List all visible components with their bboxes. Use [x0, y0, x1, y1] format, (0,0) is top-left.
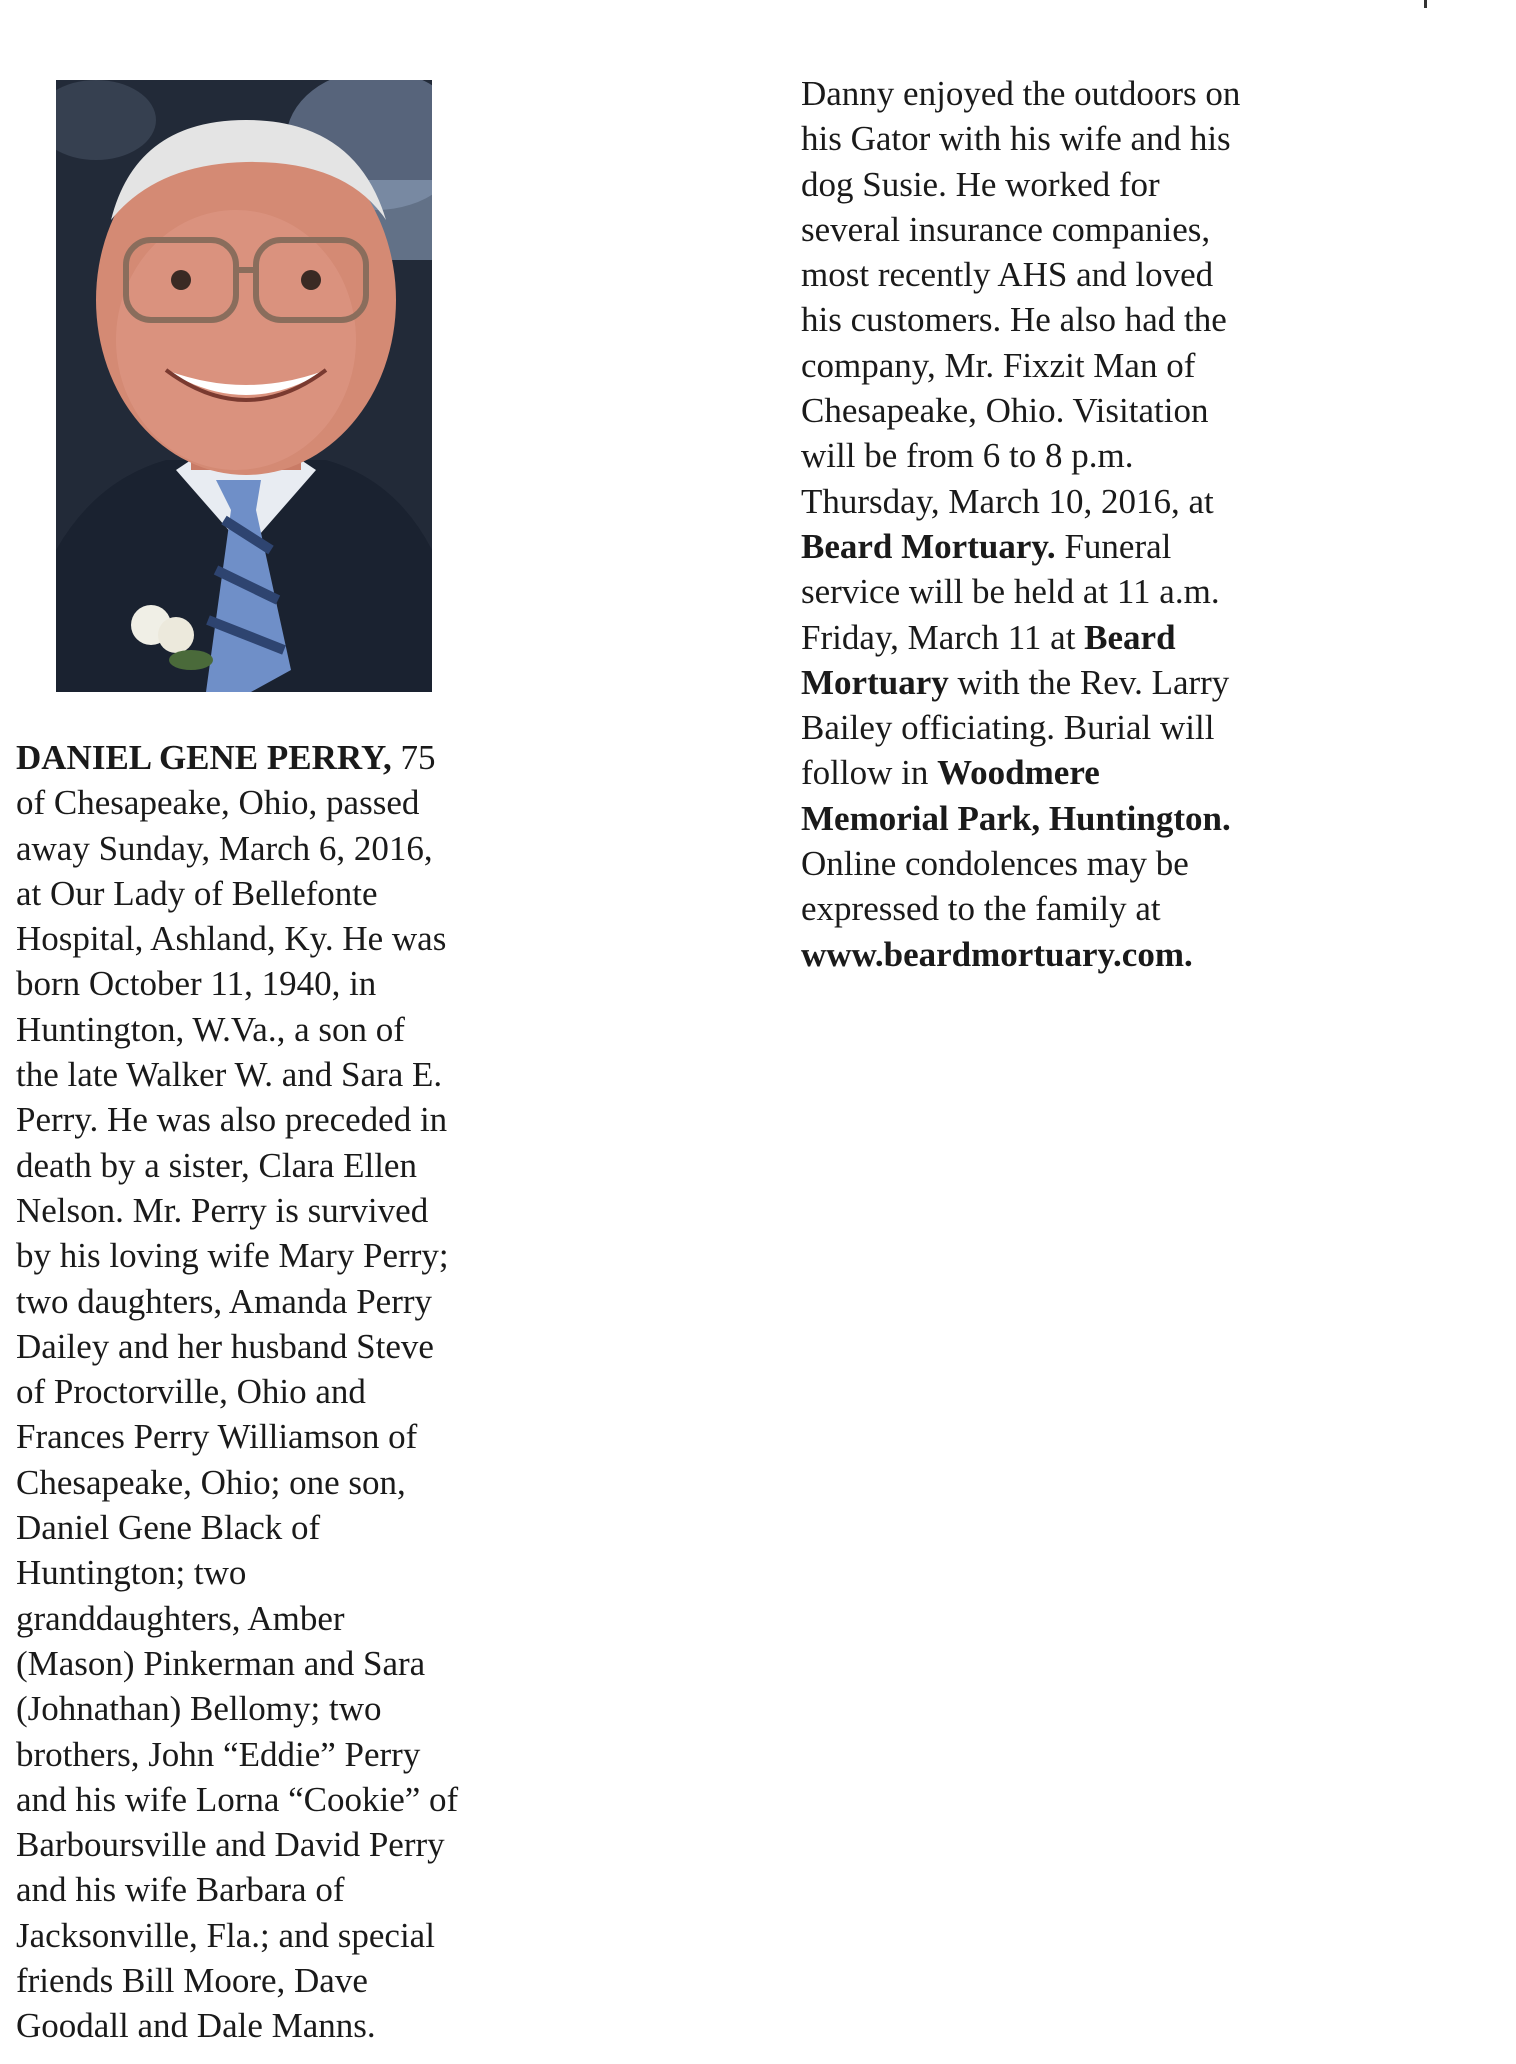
portrait-photo-icon	[56, 80, 432, 692]
obituary-line: Chesapeake, Ohio; one son,	[16, 1462, 406, 1502]
obituary-line: and his wife Lorna “Cookie” of	[16, 1779, 459, 1819]
obituary-line: (Mason) Pinkerman and Sara	[16, 1643, 426, 1683]
obituary-line: friends Bill Moore, Dave	[16, 1961, 368, 2001]
burial-place: Woodmere	[937, 753, 1100, 793]
obituary-line: follow in Woodmere	[801, 753, 1100, 793]
obituary-line: company, Mr. Fixzit Man of	[801, 345, 1196, 385]
mortuary-name: Beard Mortuary.	[801, 526, 1056, 566]
scan-mark	[1424, 0, 1427, 8]
obituary-line: granddaughters, Amber	[16, 1598, 345, 1638]
obituary-line: will be from 6 to 8 p.m.	[801, 436, 1134, 476]
obituary-line: service will be held at 11 a.m.	[801, 572, 1220, 612]
obituary-line: Hospital, Ashland, Ky. He was	[16, 919, 447, 959]
obituary-line: Huntington; two	[16, 1553, 247, 1593]
obituary-line	[801, 796, 1240, 841]
burial-place: Memorial Park, Huntington.	[801, 798, 1231, 838]
obituary-line: Jacksonville, Fla.; and special	[16, 1915, 435, 1955]
obituary-line: Daniel Gene Black of	[16, 1508, 321, 1548]
obituary-line: DANIEL GENE PERRY, 75	[16, 738, 436, 777]
obituary-line: brothers, John “Eddie” Perry	[16, 1734, 421, 1774]
portrait-photo	[56, 80, 432, 692]
obituary-line: Huntington, W.Va., a son of	[16, 1009, 405, 1049]
obituary-right-column	[801, 71, 1240, 977]
obituary-line: Bailey officiating. Burial will	[801, 708, 1215, 748]
obituary-line: Dailey and her husband Steve	[16, 1326, 434, 1366]
obituary-line: of Proctorville, Ohio and	[16, 1372, 366, 1412]
obituary-left-column	[16, 735, 458, 2049]
obituary-line: by his loving wife Mary Perry;	[16, 1236, 449, 1276]
obituary-line: Nelson. Mr. Perry is survived	[16, 1190, 429, 1230]
mortuary-website: www.beardmortuary.com.	[801, 934, 1193, 974]
deceased-name: DANIEL GENE PERRY,	[16, 738, 392, 777]
obituary-line: most recently AHS and loved	[801, 255, 1214, 295]
obituary-line: death by a sister, Clara Ellen	[16, 1145, 417, 1185]
obituary-line: Perry. He was also preceded in	[16, 1100, 448, 1140]
obituary-line: the late Walker W. and Sara E.	[16, 1055, 443, 1095]
obituary-line: away Sunday, March 6, 2016,	[16, 828, 433, 868]
obituary-line: expressed to the family at	[801, 889, 1161, 929]
obituary-line: (Johnathan) Bellomy; two	[16, 1689, 382, 1729]
mortuary-name: Mortuary	[801, 662, 949, 702]
obituary-line: dog Susie. He worked for	[801, 164, 1160, 204]
obituary-line	[801, 932, 1240, 977]
obituary-line: his Gator with his wife and his	[801, 119, 1231, 159]
obituary-line: Frances Perry Williamson of	[16, 1417, 418, 1457]
obituary-line: Barboursville and David Perry	[16, 1825, 445, 1865]
obituary-line: Chesapeake, Ohio. Visitation	[801, 391, 1209, 431]
obituary-line: and his wife Barbara of	[16, 1870, 345, 1910]
obituary-line: two daughters, Amanda Perry	[16, 1281, 433, 1321]
obituary-line: Friday, March 11 at Beard	[801, 617, 1176, 657]
obituary-line: of Chesapeake, Ohio, passed	[16, 783, 420, 823]
obituary-line: born October 11, 1940, in	[16, 964, 377, 1004]
obituary-line: Mortuary with the Rev. Larry	[801, 662, 1230, 702]
obituary-line: Danny enjoyed the outdoors on	[801, 74, 1241, 113]
obituary-line: at Our Lady of Bellefonte	[16, 873, 378, 913]
obituary-line: his customers. He also had the	[801, 300, 1227, 340]
obituary-line: Thursday, March 10, 2016, at	[801, 481, 1214, 521]
obituary-line: Beard Mortuary. Funeral	[801, 526, 1172, 566]
obituary-line: several insurance companies,	[801, 209, 1211, 249]
obituary-line: Goodall and Dale Manns.	[16, 2006, 376, 2046]
mortuary-name: Beard	[1084, 617, 1176, 657]
obituary-line: Online condolences may be	[801, 844, 1189, 884]
